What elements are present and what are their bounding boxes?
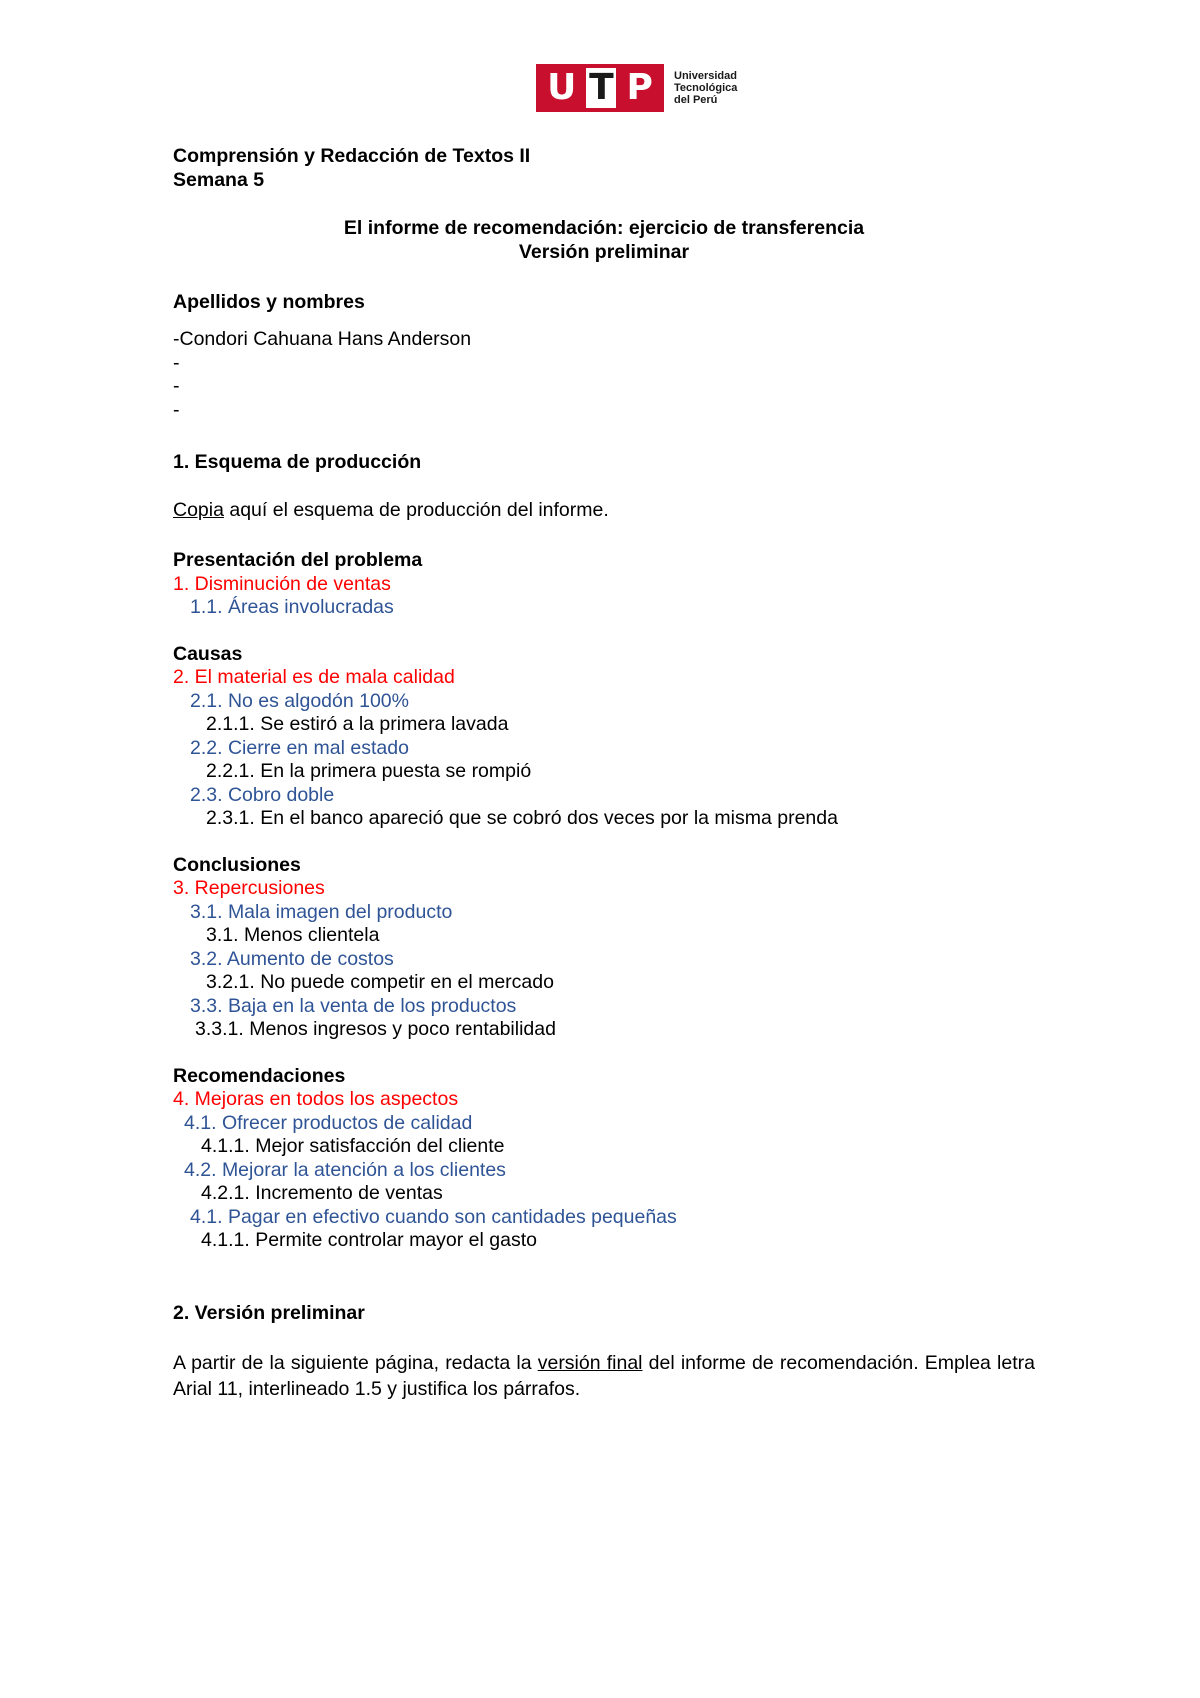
outline-item-3-2: 3.2. Aumento de costos: [190, 948, 394, 970]
outline-item-4-3-1: 4.1.1. Permite controlar mayor el gasto: [201, 1229, 537, 1251]
document-title: El informe de recomendación: ejercicio de transferencia: [343, 217, 865, 239]
logo-text-line: Universidad: [674, 70, 737, 82]
section2-paragraph: [173, 1350, 1035, 1402]
outline-item-4-2-1: 4.2.1. Incremento de ventas: [201, 1182, 443, 1204]
course-title: Comprensión y Redacción de Textos II: [173, 145, 531, 167]
outline-item-4-3: 4.1. Pagar en efectivo cuando son cantidades pequeñas: [190, 1206, 677, 1228]
name-line: -Condori Cahuana Hans Anderson: [173, 328, 472, 350]
causes-heading: Causas: [173, 643, 243, 665]
name-line: -: [173, 399, 180, 421]
outline-item-2-3-1: 2.3.1. En el banco apareció que se cobró dos veces por la misma prenda: [206, 807, 838, 829]
outline-item-3-1: 3.1. Mala imagen del producto: [190, 901, 453, 923]
utp-logo: [536, 64, 737, 112]
logo-wordmark: [674, 70, 737, 106]
copia-link: Copia: [173, 499, 224, 521]
paragraph-text: A partir de la siguiente página, redacta la: [173, 1352, 538, 1374]
outline-item-3-2-1: 3.2.1. No puede competir en el mercado: [206, 971, 554, 993]
outline-item-2-3: 2.3. Cobro doble: [190, 784, 335, 806]
outline-item-2-1-1: 2.1.1. Se estiró a la primera lavada: [206, 713, 509, 735]
logo-text-line: del Perú: [674, 94, 718, 106]
recommendations-heading: Recomendaciones: [173, 1065, 346, 1087]
section1-intro: [173, 498, 609, 522]
outline-item-1-1: 1.1. Áreas involucradas: [190, 596, 394, 618]
outline-item-4-1-1: 4.1.1. Mejor satisfacción del cliente: [201, 1135, 505, 1157]
outline-item-3-1-a: 3.1. Menos clientela: [206, 924, 380, 946]
outline-item-4: 4. Mejoras en todos los aspectos: [173, 1088, 459, 1110]
names-heading: Apellidos y nombres: [173, 291, 365, 313]
conclusions-heading: Conclusiones: [173, 854, 301, 876]
outline-item-2: 2. El material es de mala calidad: [173, 666, 455, 688]
logo-letter-u: U: [547, 67, 577, 108]
name-line: -: [173, 375, 180, 397]
outline-item-3-3: 3.3. Baja en la venta de los productos: [190, 995, 517, 1017]
logo-letter-p: P: [626, 67, 653, 108]
section2-heading: 2. Versión preliminar: [173, 1302, 365, 1324]
version-final-link: versión final: [537, 1352, 643, 1374]
problem-heading: Presentación del problema: [173, 549, 423, 571]
outline-item-2-2: 2.2. Cierre en mal estado: [190, 737, 409, 759]
outline-item-2-1: 2.1. No es algodón 100%: [190, 690, 409, 712]
outline-item-4-2: 4.2. Mejorar la atención a los clientes: [184, 1159, 506, 1181]
name-line: -: [173, 352, 180, 374]
section1-heading: 1. Esquema de producción: [173, 451, 422, 473]
outline-item-3-3-1: 3.3.1. Menos ingresos y poco rentabilidad: [195, 1018, 556, 1040]
outline-item-4-1: 4.1. Ofrecer productos de calidad: [184, 1112, 473, 1134]
week-label: Semana 5: [173, 169, 265, 191]
logo-text-line: Tecnológica: [674, 82, 738, 94]
paragraph-text: del informe de recomendación. Emplea letra Arial 11, interlineado 1.5 y justifica los párrafos.: [173, 1352, 1035, 1400]
logo-letter-t: T: [586, 68, 616, 108]
section1-intro-text: aquí el esquema de producción del informe.: [223, 499, 609, 521]
outline-item-3: 3. Repercusiones: [173, 877, 325, 899]
outline-item-2-2-1: 2.2.1. En la primera puesta se rompió: [206, 760, 532, 782]
outline-item-1: 1. Disminución de ventas: [173, 573, 391, 595]
logo-mark: [536, 64, 664, 112]
document-subtitle: Versión preliminar: [518, 241, 690, 263]
